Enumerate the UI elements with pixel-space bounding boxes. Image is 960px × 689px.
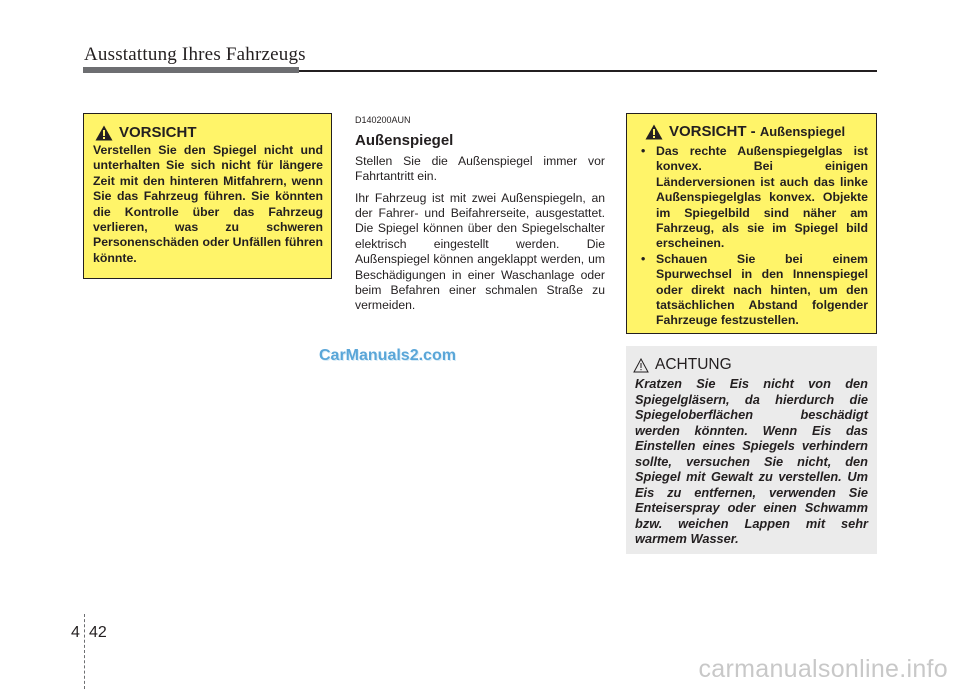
page-divider	[84, 614, 85, 689]
page-header-title: Ausstattung Ihres Fahrzeugs	[84, 44, 306, 65]
paragraph: Stellen Sie die Außenspiegel immer vor Fahrtantritt ein.	[355, 153, 605, 184]
caution-body	[635, 144, 868, 329]
section-code: D140200AUN	[355, 115, 411, 125]
caution-box-right	[626, 113, 877, 334]
section-title: Außenspiegel	[355, 132, 454, 150]
caution-box-left	[83, 113, 332, 279]
caution-subtitle: Außenspiegel	[759, 124, 846, 139]
warning-triangle-icon	[645, 124, 663, 140]
notice-body: Kratzen Sie Eis nicht von den Spiegelgläsern, da hierdurch die Spiegeloberflächen beschädigt werden könnten. Wenn Eis das Einstellen eines Spiegels verhindern sollte, versuchen Sie nicht, den Spiegel mit Gewalt zu verstellen. Um Eis zu entfernen, verwenden Sie Enteiserspray oder einen Schwamm bzw. weichen Lappen mit sehr warmem Wasser.	[635, 376, 868, 546]
watermark-footer[interactable]: carmanualsonline.info	[698, 655, 948, 683]
caution-body: Verstellen Sie den Spiegel nicht und unterhalten Sie sich nicht für längere Zeit mit den hinteren Mitfahrern, wenn Sie das Fahrzeug führen. Sie könnten die Kontrolle über das Fahrzeug verlieren, was zu schweren Personenschäden oder Unfällen führen könnte.	[93, 143, 323, 265]
header-rule-thin	[299, 70, 877, 72]
warning-outline-icon	[633, 358, 649, 373]
caution-title-row	[645, 123, 868, 140]
list-item: • Das rechte Außenspiegelglas ist konvex. Bei einigen Länderversionen ist auch das linke Außenspiegelglas konvex. Objekte im Spiegelbild sind näher am Fahrzeug, als sie im Spiegel bild erscheinen.	[635, 144, 868, 252]
paragraph: Ihr Fahrzeug ist mit zwei Außenspiegeln, an der Fahrer- und Beifahrerseite, ausgestattet. Die Spiegel können über den Spiegelschalter elektrisch eingestellt werden. Die Außenspiegel können angeklappt werden, um Beschädigungen in einer Waschanlage oder beim Befahren einer schmalen Straße zu vermeiden.	[355, 190, 605, 313]
caution-list	[635, 144, 868, 329]
header-rule-thick	[83, 67, 299, 73]
caution-title-row	[95, 124, 323, 141]
watermark-link[interactable]: CarManuals2.com	[319, 347, 456, 364]
page-number: 42	[89, 624, 107, 641]
notice-title-row	[633, 356, 868, 374]
warning-triangle-icon	[95, 125, 113, 141]
caution-title: VORSICHT	[119, 124, 197, 141]
main-column	[355, 113, 605, 320]
notice-box	[626, 346, 877, 554]
list-item: • Schauen Sie bei einem Spurwechsel in den Innenspiegel oder direkt nach hinten, um den tatsächlichen Abstand folgender Fahrzeuge festzustellen.	[635, 252, 868, 329]
caution-title: VORSICHT -	[669, 123, 760, 140]
notice-title: ACHTUNG	[655, 356, 732, 373]
chapter-number: 4	[71, 624, 80, 641]
